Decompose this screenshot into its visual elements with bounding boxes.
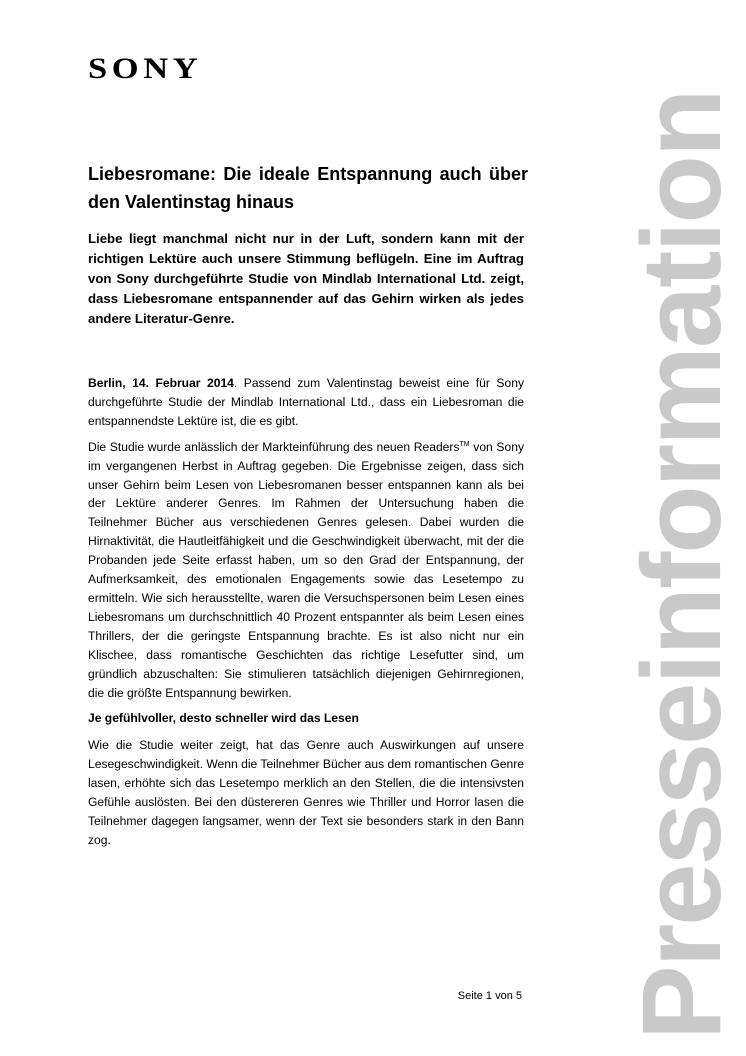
paragraph-2 — [88, 438, 524, 703]
sony-logo: SONY — [88, 52, 203, 85]
paragraph-1 — [88, 374, 524, 431]
paragraph-3: Wie die Studie weiter zeigt, hat das Genre auch Auswirkungen auf unsere Lesegeschwindigkeit. Wenn die Teilnehmer Bücher aus dem romantischen Genre lasen, erhöhte sich das Lesetempo merklich an den Stellen, die die intensivsten Gefühle auslösten. Bei den düstereren Genres wie Thriller und Horror lasen die Teilnehmer dagegen langsamer, wenn der Text sie besonders stark in den Bann zog. — [88, 738, 524, 847]
paragraph-2-start: Die Studie wurde anlässlich der Markteinführung des neuen Readers — [88, 439, 460, 454]
body-text — [88, 374, 524, 857]
dateline: Berlin, 14. Februar 2014 — [88, 376, 234, 390]
paragraph-2-text: von Sony im vergangenen Herbst in Auftrag gegeben. Die Ergebnisse zeigen, dass sich unser Gehirn beim Lesen von Liebesromanen besser entspannen kann als bei der Lektüre anderer Genres. Im Rahmen der Untersuchung haben die Teilnehmer Bücher aus verschiedenen Genres gelesen. Dabei wurden die Hirnaktivität, die Hautleitfähigkeit und die Geschwindigkeit überwacht, mit der die Probanden jede Seite erfasst haben, um so den Grad der Entspannung, der Aufmerksamkeit, des emotionalen Engagements sowie das Lesetempo zu ermitteln. Wie sich herausstellte, waren die Versuchspersonen beim Lesen eines Liebesromans um durchschnittlich 40 Prozent entspannter als beim Lesen eines Thrillers, der die geringste Entspannung brachte. Es ist also nicht nur ein Klischee, dass romantische Geschichten das richtige Lesefutter sind, um gründlich abzuschalten: Sie stimulieren tatsächlich diejenigen Gehirnregionen, die die größte Entspannung bewirken. — [88, 439, 524, 700]
headline: Liebesromane: Die ideale Entspannung auch über den Valentinstag hinaus — [88, 164, 528, 212]
trademark-mark: TM — [459, 440, 470, 448]
paragraph-1-text: . Passend zum Valentinstag beweist eine für Sony durchgeführte Studie der Mindlab International Ltd., dass ein Liebesroman die entspannendste Lektüre ist, die es gibt. — [88, 376, 524, 428]
page-number: Seite 1 von 5 — [457, 990, 522, 1002]
lead-paragraph: Liebe liegt manchmal nicht nur in der Luft, sondern kann mit der richtigen Lektüre auch unsere Stimmung beflügeln. Eine im Auftrag von Sony durchgeführte Studie von Mindlab International Ltd. zeigt, dass Liebesromane entspannender auf das Gehirn wirken als jedes andere Literatur-Genre. — [88, 231, 524, 326]
subheading: Je gefühlvoller, desto schneller wird das Lesen — [88, 711, 359, 726]
presseinformation-label: Presseinformation — [619, 90, 744, 1040]
